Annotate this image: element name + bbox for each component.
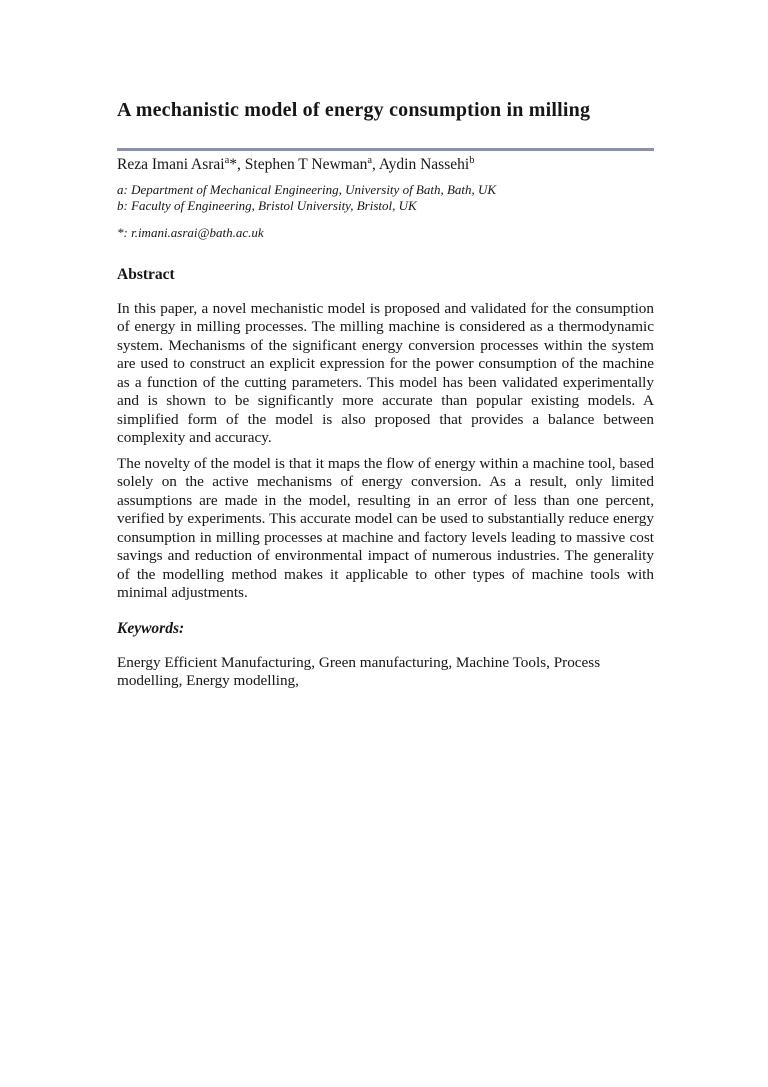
author-affiliation-mark: a (224, 154, 230, 166)
page-title: A mechanistic model of energy consumption in milling (117, 99, 591, 121)
corresponding-author-email: *: r.imani.asrai@bath.ac.uk (117, 225, 264, 240)
abstract-paragraph: In this paper, a novel mechanistic model is proposed and validated for the consumption of energy in milling processes. The milling machine is considered as a thermodynamic system. Mechanisms of the significant energy conversion processes within the system are used to construct an explicit expression for the power consumption of the machine as a function of the cutting parameters. This model has been validated experimentally and is shown to be significantly more accurate than popular existing models. A simplified form of the model is also proposed that provides a balance between complexity and accuracy. (117, 299, 654, 446)
author-name: Stephen T Newman (244, 156, 368, 173)
title-divider (117, 148, 654, 151)
abstract-heading: Abstract (117, 265, 175, 283)
affiliation-line: a: Department of Mechanical Engineering, University of Bath, Bath, UK (117, 182, 497, 197)
author-name: Reza Imani Asrai (117, 156, 225, 173)
author-line (117, 155, 654, 175)
author-name: Aydin Nassehi (378, 156, 470, 173)
author-affiliation-mark: b (469, 154, 475, 166)
keywords-heading: Keywords: (117, 619, 185, 637)
author-separator: , (372, 156, 379, 173)
page-content (117, 0, 654, 691)
keywords-list: Energy Efficient Manufacturing, Green manufacturing, Machine Tools, Process modelling, Energy modelling, (117, 653, 601, 689)
affiliations-block (117, 182, 654, 213)
abstract-paragraph: The novelty of the model is that it maps the flow of energy within a machine tool, based solely on the active mechanisms of energy conversion. As a result, only limited assumptions are made in the model, resulting in an error of less than one percent, verified by experiments. This accurate model can be used to substantially reduce energy consumption in milling processes at machine and factory levels leading to massive cost savings and reduction of environmental impact of numerous industries. The generality of the modelling method makes it applicable to other types of machine tools with minimal adjustments. (117, 454, 654, 601)
author-affiliation-mark: a (367, 154, 372, 166)
affiliation-line: b: Faculty of Engineering, Bristol University, Bristol, UK (117, 197, 417, 213)
author-separator: *, (229, 156, 245, 173)
